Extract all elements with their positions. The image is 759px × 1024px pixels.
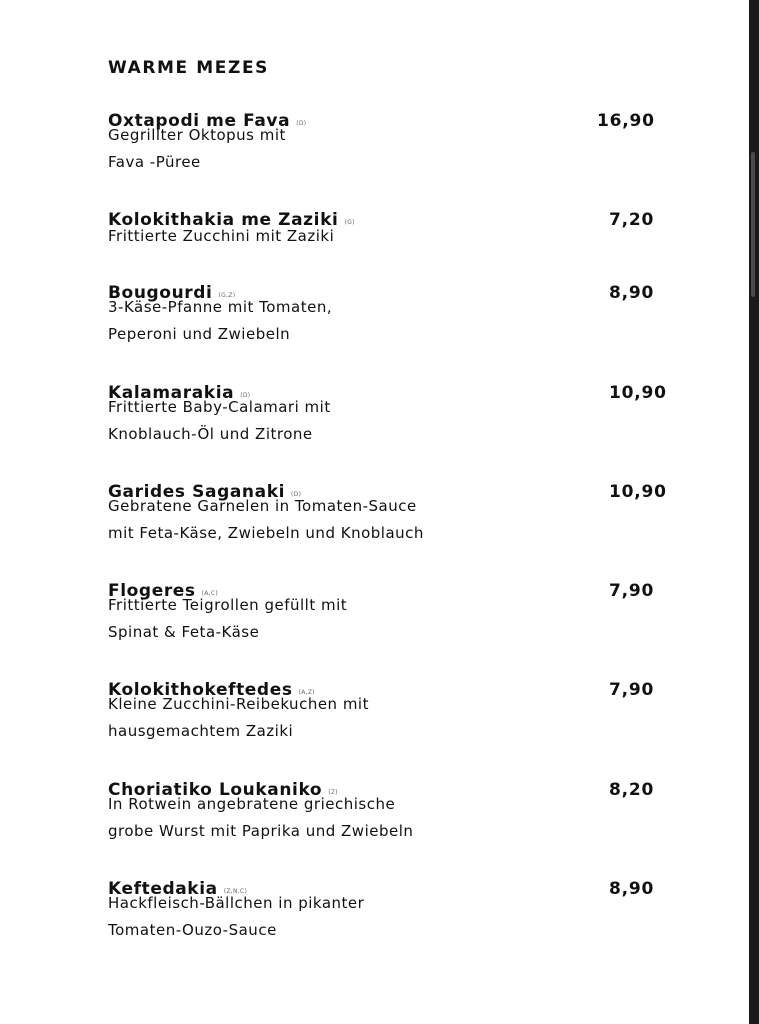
menu-item [108,282,668,362]
item-price: 8,90 [609,879,655,899]
item-desc-line: Frittierte Teigrollen gefüllt mit [108,596,348,614]
item-name: Oxtapodi me Fava [108,111,291,131]
item-allergens: (D) [296,120,307,127]
item-name: Kolokithakia me Zaziki [108,210,339,230]
item-description [108,223,334,250]
menu-item [108,382,668,462]
item-description [108,592,347,646]
menu-item [108,209,668,289]
item-name: Choriatiko Loukaniko [108,780,323,800]
item-description [108,394,331,448]
item-desc-line: Hackfleisch-Bällchen in pikanter [108,894,365,912]
item-desc-line: hausgemachtem Zaziki [108,722,294,740]
item-allergens: (Z,N,C) [223,888,248,895]
item-description [108,122,286,176]
item-price: 16,90 [597,111,655,131]
item-price: 7,20 [609,210,655,230]
menu-item [108,481,668,561]
item-name: Bougourdi [108,283,213,303]
menu-item [108,110,668,190]
item-name: Garides Saganaki [108,482,286,502]
item-price: 10,90 [609,482,667,502]
item-desc-line: Frittierte Baby-Calamari mit [108,398,331,416]
item-name: Flogeres [108,581,196,601]
item-desc-line: Frittierte Zucchini mit Zaziki [108,227,335,245]
item-desc-line: Knoblauch-Öl und Zitrone [108,425,313,443]
item-description [108,493,424,547]
item-desc-line: Tomaten-Ouzo-Sauce [108,921,277,939]
item-allergens: (A,C) [201,590,219,597]
item-price: 7,90 [609,680,655,700]
item-description [108,890,364,944]
item-price: 7,90 [609,581,655,601]
item-desc-line: In Rotwein angebratene griechische [108,795,396,813]
item-desc-line: Spinat & Feta-Käse [108,623,260,641]
item-name: Kalamarakia [108,383,235,403]
item-desc-line: Gegrillter Oktopus mit [108,126,286,144]
item-description [108,294,332,348]
item-allergens: (D) [240,392,251,399]
item-desc-line: Gebratene Garnelen in Tomaten-Sauce [108,497,417,515]
item-allergens: (Z) [328,789,338,796]
scrollbar-thumb[interactable] [751,152,755,297]
item-desc-line: Fava -Püree [108,153,201,171]
section-title: WARME MEZES [108,58,269,78]
item-description [108,791,413,845]
item-price: 10,90 [609,383,667,403]
menu-item [108,779,668,859]
menu-item [108,878,668,958]
item-name: Keftedakia [108,879,218,899]
item-desc-line: grobe Wurst mit Paprika und Zwiebeln [108,822,414,840]
item-price: 8,20 [609,780,655,800]
item-allergens: (G,Z) [218,292,236,299]
menu-item [108,580,668,660]
item-name: Kolokithokeftedes [108,680,293,700]
item-desc-line: Peperoni und Zwiebeln [108,325,291,343]
item-allergens: (G) [344,219,355,226]
item-price: 8,90 [609,283,655,303]
item-desc-line: 3-Käse-Pfanne mit Tomaten, [108,298,333,316]
item-allergens: (A,Z) [298,689,315,696]
menu-item [108,679,668,759]
item-description [108,691,369,745]
item-allergens: (D) [291,491,302,498]
item-desc-line: Kleine Zucchini-Reibekuchen mit [108,695,369,713]
item-desc-line: mit Feta-Käse, Zwiebeln und Knoblauch [108,524,424,542]
